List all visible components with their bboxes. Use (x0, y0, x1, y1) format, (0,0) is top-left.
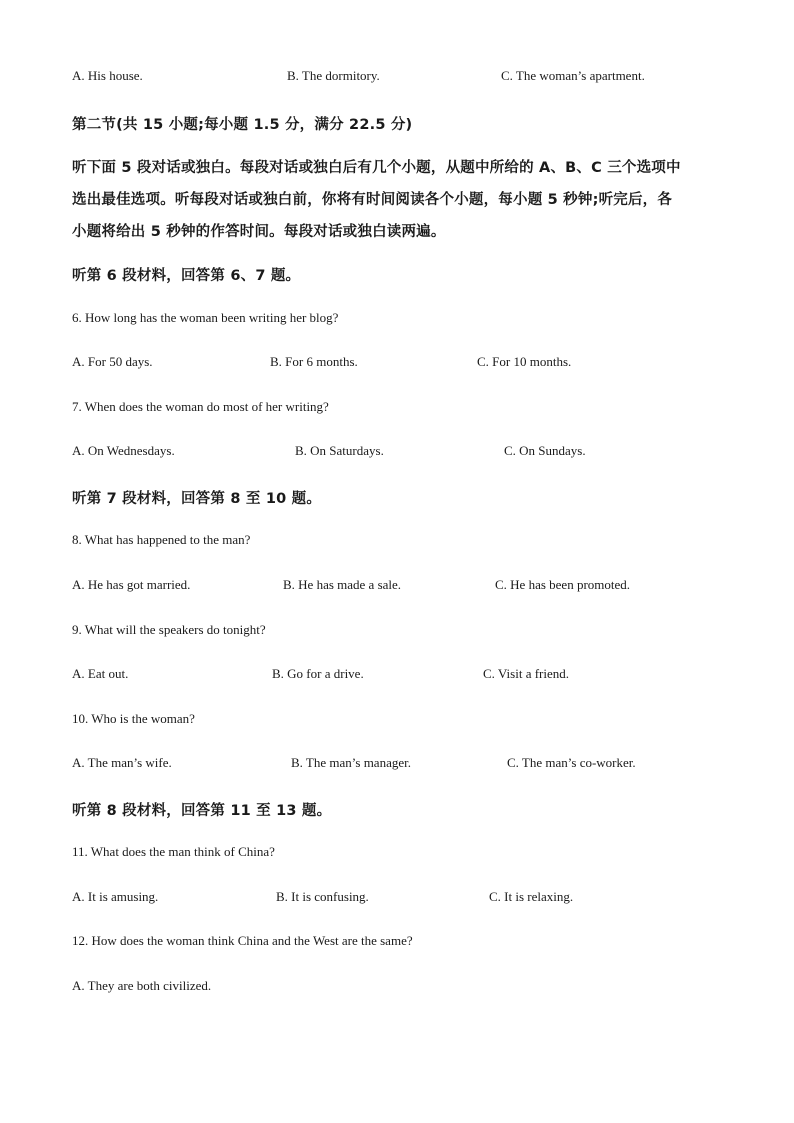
q5-option-c: C. The woman’s apartment. (501, 68, 645, 83)
q7-option-c: C. On Sundays. (504, 443, 586, 458)
q9-stem: 9. What will the speakers do tonight? (72, 622, 266, 637)
q6-option-c: C. For 10 months. (477, 354, 572, 369)
q6-option-a: A. For 50 days. (72, 354, 153, 369)
q8-option-b: B. He has made a sale. (283, 577, 402, 592)
group-heading-7: 听第 7 段材料，回答第 8 至 10 题。 (72, 491, 322, 507)
q9-option-a: A. Eat out. (72, 666, 129, 681)
q7-stem: 7. When does the woman do most of her writing? (72, 399, 329, 414)
q11-option-c: C. It is relaxing. (489, 889, 574, 904)
instruction-line-1: 听下面 5 段对话或独白。每段对话或独白后有几个小题，从题中所给的 A、B、C 三个选项中 (72, 160, 681, 176)
q11-stem: 11. What does the man think of China? (72, 844, 275, 859)
q8-stem: 8. What has happened to the man? (72, 532, 251, 547)
q7-option-b: B. On Saturdays. (295, 443, 384, 458)
q10-option-c: C. The man’s co-worker. (507, 755, 636, 770)
instruction-line-2: 选出最佳选项。听每段对话或独白前，你将有时间阅读各个小题，每小题 5 秒钟;听完后，各 (72, 192, 673, 208)
q12-stem: 12. How does the woman think China and the West are the same? (72, 933, 413, 948)
instruction-line-3: 小题将给出 5 秒钟的作答时间。每段对话或独白读两遍。 (72, 224, 446, 240)
q8-option-c: C. He has been promoted. (495, 577, 631, 592)
q5-option-a: A. His house. (72, 68, 143, 83)
q6-stem: 6. How long has the woman been writing her blog? (72, 310, 339, 325)
q11-option-b: B. It is confusing. (276, 889, 369, 904)
q10-option-a: A. The man’s wife. (72, 755, 172, 770)
q8-option-a: A. He has got married. (72, 577, 191, 592)
q11-option-a: A. It is amusing. (72, 889, 159, 904)
q10-option-b: B. The man’s manager. (291, 755, 411, 770)
group-heading-6: 听第 6 段材料，回答第 6、7 题。 (72, 268, 301, 284)
q12-option-a: A. They are both civilized. (72, 978, 212, 993)
q9-option-b: B. Go for a drive. (272, 666, 364, 681)
q5-option-b: B. The dormitory. (287, 68, 380, 83)
q7-option-a: A. On Wednesdays. (72, 443, 175, 458)
q6-option-b: B. For 6 months. (270, 354, 358, 369)
group-heading-8: 听第 8 段材料，回答第 11 至 13 题。 (72, 803, 332, 819)
q9-option-c: C. Visit a friend. (483, 666, 569, 681)
section-title: 第二节(共 15 小题;每小题 1.5 分，满分 22.5 分) (72, 117, 413, 133)
q10-stem: 10. Who is the woman? (72, 711, 195, 726)
